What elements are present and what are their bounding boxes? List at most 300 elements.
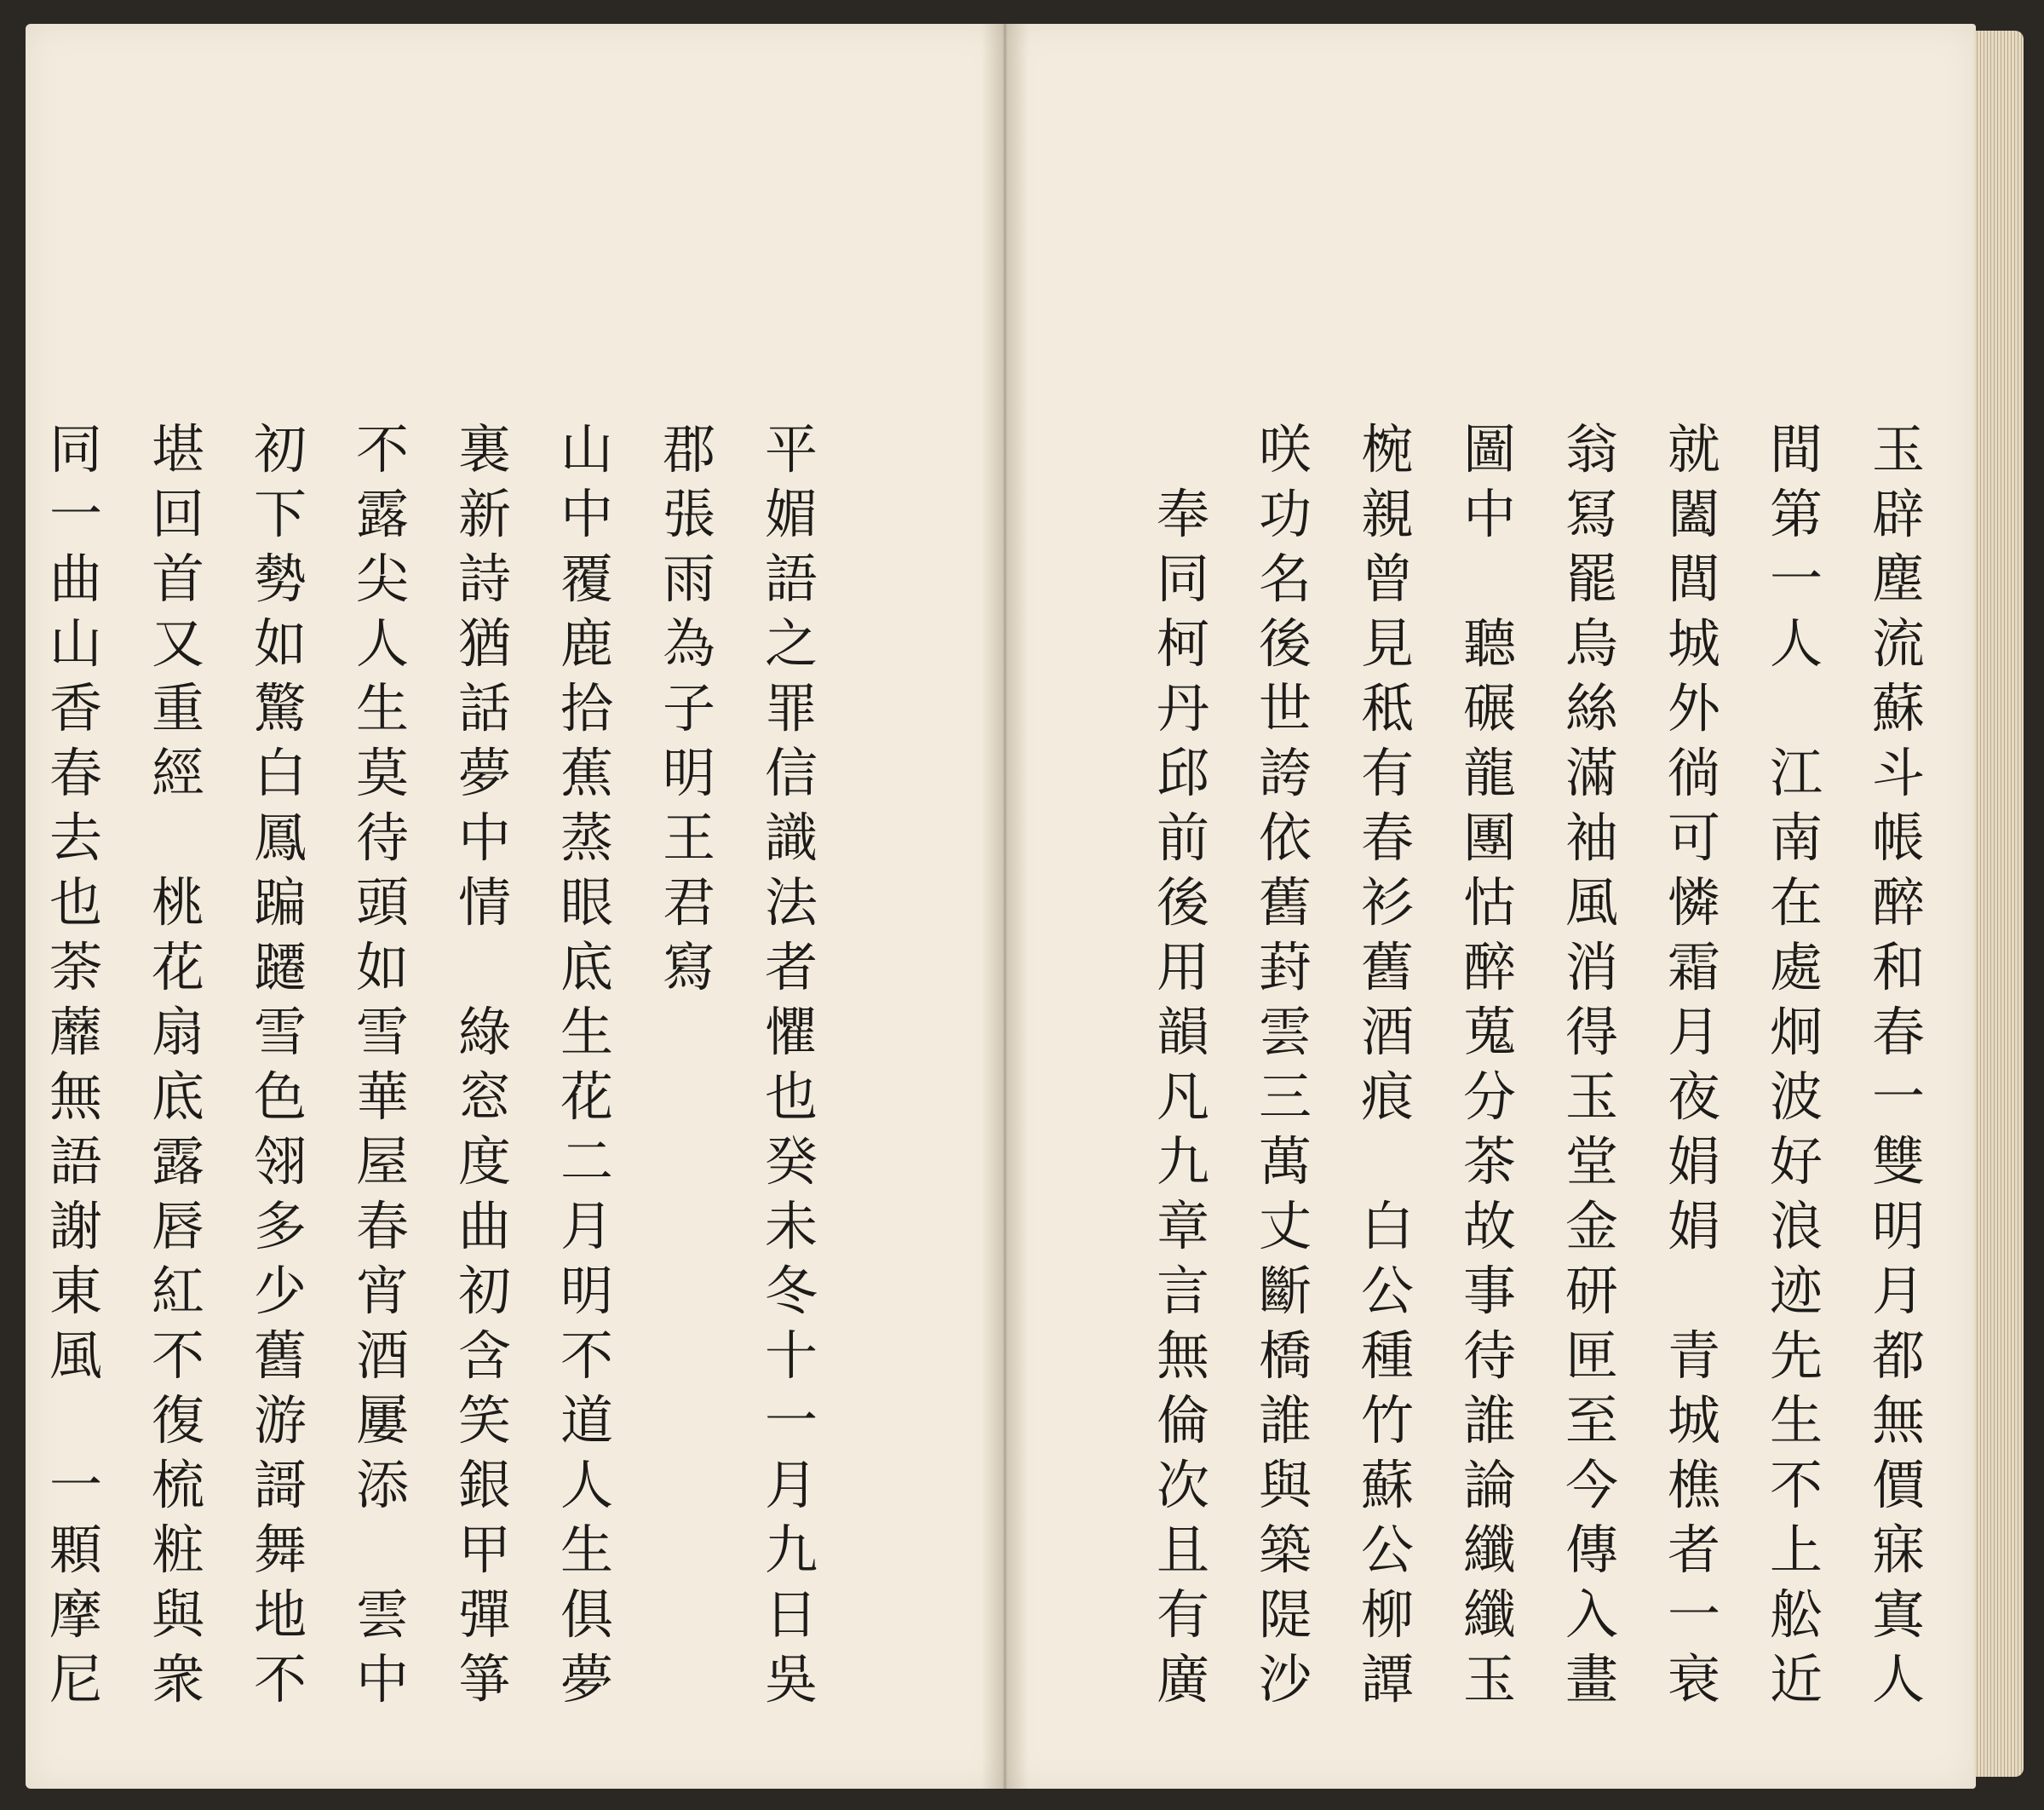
glyph: 子 — [662, 677, 715, 739]
glyph: 隄 — [1258, 1583, 1312, 1646]
glyph: 不 — [151, 1324, 204, 1387]
glyph: 道 — [560, 1389, 613, 1451]
glyph: 南 — [1769, 807, 1823, 869]
glyph: 色 — [253, 1066, 307, 1128]
glyph: 經 — [151, 742, 204, 804]
glyph: 春 — [1871, 1001, 1925, 1063]
glyph: 山 — [560, 418, 613, 480]
glyph: 驚 — [253, 677, 307, 739]
glyph: 者 — [1667, 1519, 1720, 1581]
glyph: 寐 — [1871, 1519, 1925, 1581]
glyph: 謌 — [253, 1454, 307, 1516]
glyph: 之 — [764, 612, 818, 675]
glyph: 覆 — [560, 548, 613, 610]
glyph: 生 — [355, 677, 409, 739]
glyph: 語 — [764, 548, 818, 610]
right-page-column-6 — [1352, 417, 1422, 1712]
right-page-column-2 — [1761, 417, 1831, 1712]
glyph: 城 — [1667, 1389, 1720, 1451]
glyph: 蘼 — [49, 1001, 102, 1063]
glyph: 東 — [49, 1260, 102, 1322]
glyph: 山 — [49, 612, 102, 675]
glyph: 依 — [1258, 807, 1312, 869]
glyph: 銀 — [457, 1454, 511, 1516]
glyph: 媚 — [764, 483, 818, 545]
glyph: 花 — [560, 1066, 613, 1128]
glyph: 名 — [1258, 548, 1312, 610]
glyph: 金 — [1565, 1195, 1618, 1257]
glyph: 躚 — [253, 936, 307, 998]
glyph — [1761, 676, 1831, 741]
glyph: 茶 — [1462, 1130, 1516, 1192]
glyph: 椀 — [1360, 418, 1414, 480]
glyph: 葑 — [1258, 936, 1312, 998]
glyph: 明 — [560, 1260, 613, 1322]
glyph: 春 — [355, 1195, 409, 1257]
glyph: 丈 — [1258, 1195, 1312, 1257]
glyph: 夢 — [457, 742, 511, 804]
glyph: 誰 — [1462, 1389, 1516, 1451]
glyph: 顆 — [49, 1519, 102, 1581]
glyph: 纖 — [1462, 1583, 1516, 1646]
glyph: 分 — [1462, 1066, 1516, 1128]
glyph: 就 — [1667, 418, 1720, 480]
glyph — [1659, 1259, 1729, 1324]
glyph: 玉 — [1565, 1066, 1618, 1128]
glyph: 屋 — [355, 1130, 409, 1192]
glyph: 桃 — [151, 871, 204, 934]
glyph: 三 — [1258, 1066, 1312, 1128]
glyph: 下 — [253, 483, 307, 545]
glyph: 待 — [1462, 1324, 1516, 1387]
glyph: 柳 — [1360, 1583, 1414, 1646]
glyph: 都 — [1871, 1324, 1925, 1387]
glyph: 鳳 — [253, 807, 307, 869]
glyph: 外 — [1667, 677, 1720, 739]
glyph: 痕 — [1360, 1066, 1414, 1128]
glyph: 少 — [253, 1260, 307, 1322]
glyph: 如 — [253, 612, 307, 675]
glyph: 裏 — [457, 418, 511, 480]
glyph: 生 — [560, 1001, 613, 1063]
glyph: 次 — [1156, 1454, 1209, 1516]
glyph: 白 — [253, 742, 307, 804]
glyph: 話 — [457, 677, 511, 739]
glyph: 不 — [253, 1648, 307, 1710]
glyph: 王 — [662, 807, 715, 869]
glyph: 中 — [457, 807, 511, 869]
glyph: 有 — [1156, 1583, 1209, 1646]
glyph: 猶 — [457, 612, 511, 675]
glyph: 花 — [151, 936, 204, 998]
glyph: 至 — [1565, 1389, 1618, 1451]
glyph: 識 — [764, 807, 818, 869]
glyph: 華 — [355, 1066, 409, 1128]
glyph: 露 — [355, 483, 409, 545]
glyph: 尼 — [49, 1648, 102, 1710]
glyph: 塵 — [1871, 548, 1925, 610]
glyph: 唇 — [151, 1195, 204, 1257]
glyph: 游 — [253, 1389, 307, 1451]
glyph: 未 — [764, 1195, 818, 1257]
glyph: 徜 — [1667, 742, 1720, 804]
glyph: 二 — [560, 1130, 613, 1192]
glyph: 月 — [560, 1195, 613, 1257]
glyph: 宵 — [355, 1260, 409, 1322]
glyph: 中 — [1462, 483, 1516, 545]
glyph: 舞 — [253, 1519, 307, 1581]
glyph: 無 — [49, 1066, 102, 1128]
glyph: 廣 — [1156, 1648, 1209, 1710]
left-page-column-5 — [347, 417, 417, 1712]
glyph: 添 — [355, 1454, 409, 1516]
glyph: 青 — [1667, 1324, 1720, 1387]
glyph: 可 — [1667, 807, 1720, 869]
glyph: 夢 — [560, 1648, 613, 1710]
glyph: 白 — [1360, 1195, 1414, 1257]
glyph: 有 — [1360, 742, 1414, 804]
glyph: 又 — [151, 612, 204, 675]
glyph: 碾 — [1462, 677, 1516, 739]
glyph: 曲 — [49, 548, 102, 610]
glyph: 人 — [560, 1454, 613, 1516]
glyph: 頭 — [355, 871, 409, 934]
glyph: 今 — [1565, 1454, 1618, 1516]
glyph: 初 — [253, 418, 307, 480]
glyph: 和 — [1871, 936, 1925, 998]
glyph: 蘇 — [1871, 677, 1925, 739]
glyph: 價 — [1871, 1454, 1925, 1516]
glyph: 尖 — [355, 548, 409, 610]
glyph: 癸 — [764, 1130, 818, 1192]
glyph: 法 — [764, 871, 818, 934]
glyph: 畫 — [1565, 1648, 1618, 1710]
glyph: 倫 — [1156, 1389, 1209, 1451]
glyph: 故 — [1462, 1195, 1516, 1257]
left-page-column-4 — [450, 417, 520, 1712]
glyph — [450, 935, 520, 1000]
glyph: 樵 — [1667, 1454, 1720, 1516]
glyph: 醉 — [1462, 936, 1516, 998]
glyph: 且 — [1156, 1519, 1209, 1581]
glyph: 九 — [1156, 1130, 1209, 1192]
left-page-column-2 — [654, 417, 724, 1000]
glyph: 語 — [49, 1130, 102, 1192]
glyph: 橋 — [1258, 1324, 1312, 1387]
glyph: 明 — [1871, 1195, 1925, 1257]
right-page-column-7 — [1250, 417, 1320, 1712]
left-page-column-7 — [143, 417, 213, 1712]
glyph: 笑 — [457, 1389, 511, 1451]
glyph: 得 — [1565, 1001, 1618, 1063]
glyph: 堪 — [151, 418, 204, 480]
glyph: 紅 — [151, 1260, 204, 1322]
glyph: 露 — [151, 1130, 204, 1192]
glyph: 在 — [1769, 871, 1823, 934]
glyph: 好 — [1769, 1130, 1823, 1192]
glyph: 邱 — [1156, 742, 1209, 804]
glyph: 研 — [1565, 1260, 1618, 1322]
glyph: 傳 — [1565, 1519, 1618, 1581]
glyph: 去 — [49, 807, 102, 869]
glyph: 一 — [764, 1389, 818, 1451]
glyph: 與 — [151, 1583, 204, 1646]
glyph: 誇 — [1258, 742, 1312, 804]
glyph: 浪 — [1769, 1195, 1823, 1257]
glyph: 柯 — [1156, 612, 1209, 675]
right-page-column-8 — [1148, 482, 1218, 1712]
glyph: 衰 — [1667, 1648, 1720, 1710]
glyph: 明 — [662, 742, 715, 804]
glyph: 郡 — [662, 418, 715, 480]
glyph: 月 — [764, 1454, 818, 1516]
glyph: 一 — [1769, 548, 1823, 610]
glyph: 種 — [1360, 1324, 1414, 1387]
glyph: 龍 — [1462, 742, 1516, 804]
glyph: 玉 — [1462, 1648, 1516, 1710]
glyph: 待 — [355, 807, 409, 869]
book-gutter — [981, 24, 1029, 1789]
glyph: 甲 — [457, 1519, 511, 1581]
glyph: 也 — [764, 1066, 818, 1128]
glyph: 翁 — [1565, 418, 1618, 480]
glyph: 闔 — [1667, 483, 1720, 545]
glyph: 蘇 — [1360, 1454, 1414, 1516]
glyph: 人 — [355, 612, 409, 675]
glyph: 竹 — [1360, 1389, 1414, 1451]
glyph: 袖 — [1565, 807, 1618, 869]
glyph: 粧 — [151, 1519, 204, 1581]
glyph: 月 — [1871, 1260, 1925, 1322]
glyph: 舊 — [1258, 871, 1312, 934]
glyph: 帳 — [1871, 807, 1925, 869]
glyph: 世 — [1258, 677, 1312, 739]
glyph: 鹿 — [560, 612, 613, 675]
glyph: 多 — [253, 1195, 307, 1257]
glyph: 第 — [1769, 483, 1823, 545]
glyph: 辟 — [1871, 483, 1925, 545]
glyph: 初 — [457, 1260, 511, 1322]
glyph: 中 — [560, 483, 613, 545]
glyph: 也 — [49, 871, 102, 934]
glyph: 罷 — [1565, 548, 1618, 610]
glyph: 誰 — [1258, 1389, 1312, 1451]
glyph: 如 — [355, 936, 409, 998]
glyph: 荼 — [49, 936, 102, 998]
glyph: 衫 — [1360, 871, 1414, 934]
glyph: 怙 — [1462, 871, 1516, 934]
glyph: 窓 — [457, 1066, 511, 1128]
glyph: 地 — [253, 1583, 307, 1646]
glyph: 一 — [1667, 1583, 1720, 1646]
glyph: 烏 — [1565, 612, 1618, 675]
glyph: 張 — [662, 483, 715, 545]
glyph: 為 — [662, 612, 715, 675]
glyph: 拾 — [560, 677, 613, 739]
glyph — [41, 1388, 111, 1453]
glyph: 與 — [1258, 1454, 1312, 1516]
glyph: 月 — [1667, 1001, 1720, 1063]
glyph: 無 — [1156, 1324, 1209, 1387]
glyph: 摩 — [49, 1583, 102, 1646]
glyph: 十 — [764, 1324, 818, 1387]
glyph: 春 — [1360, 807, 1414, 869]
glyph: 平 — [764, 418, 818, 480]
page-edges — [1974, 31, 2024, 1777]
glyph: 生 — [1769, 1389, 1823, 1451]
glyph — [1352, 1129, 1422, 1194]
left-page-column-3 — [552, 417, 622, 1712]
glyph — [143, 806, 213, 871]
glyph: 舊 — [1360, 936, 1414, 998]
glyph: 寘 — [1871, 1583, 1925, 1646]
right-page-column-4 — [1557, 417, 1627, 1712]
glyph: 纖 — [1462, 1519, 1516, 1581]
glyph: 勢 — [253, 548, 307, 610]
glyph: 處 — [1769, 936, 1823, 998]
glyph: 咲 — [1258, 418, 1312, 480]
glyph: 閭 — [1667, 548, 1720, 610]
glyph: 吳 — [764, 1648, 818, 1710]
glyph: 中 — [355, 1648, 409, 1710]
glyph: 譚 — [1360, 1648, 1414, 1710]
glyph: 丹 — [1156, 677, 1209, 739]
glyph: 斷 — [1258, 1260, 1312, 1322]
glyph: 事 — [1462, 1260, 1516, 1322]
glyph: 衆 — [151, 1648, 204, 1710]
glyph: 流 — [1871, 612, 1925, 675]
glyph: 前 — [1156, 807, 1209, 869]
glyph: 築 — [1258, 1519, 1312, 1581]
glyph: 後 — [1258, 612, 1312, 675]
glyph: 莫 — [355, 742, 409, 804]
glyph: 回 — [151, 483, 204, 545]
right-page-column-5 — [1455, 417, 1524, 1712]
glyph: 同 — [1156, 548, 1209, 610]
glyph: 風 — [1565, 871, 1618, 934]
glyph: 娟 — [1667, 1130, 1720, 1192]
glyph: 無 — [1871, 1389, 1925, 1451]
glyph: 雪 — [355, 1001, 409, 1063]
glyph: 君 — [662, 871, 715, 934]
glyph: 先 — [1769, 1324, 1823, 1387]
glyph: 生 — [560, 1519, 613, 1581]
glyph: 酒 — [355, 1324, 409, 1387]
glyph: 首 — [151, 548, 204, 610]
glyph: 入 — [1565, 1583, 1618, 1646]
glyph: 沙 — [1258, 1648, 1312, 1710]
glyph: 謝 — [49, 1195, 102, 1257]
glyph: 不 — [560, 1324, 613, 1387]
glyph: 雲 — [1258, 1001, 1312, 1063]
glyph — [1455, 547, 1524, 612]
glyph: 綠 — [457, 1001, 511, 1063]
glyph: 消 — [1565, 936, 1618, 998]
glyph: 蹁 — [253, 871, 307, 934]
glyph: 波 — [1769, 1066, 1823, 1128]
glyph: 霜 — [1667, 936, 1720, 998]
glyph: 春 — [49, 742, 102, 804]
glyph: 章 — [1156, 1195, 1209, 1257]
glyph: 底 — [560, 936, 613, 998]
glyph: 玉 — [1871, 418, 1925, 480]
glyph: 度 — [457, 1130, 511, 1192]
glyph: 屢 — [355, 1389, 409, 1451]
glyph: 一 — [49, 483, 102, 545]
glyph: 後 — [1156, 871, 1209, 934]
glyph: 復 — [151, 1389, 204, 1451]
glyph: 懼 — [764, 1001, 818, 1063]
glyph: 舩 — [1769, 1583, 1823, 1646]
glyph: 團 — [1462, 807, 1516, 869]
glyph: 曲 — [457, 1195, 511, 1257]
glyph: 雙 — [1871, 1130, 1925, 1192]
glyph: 公 — [1360, 1519, 1414, 1581]
glyph: 功 — [1258, 483, 1312, 545]
glyph: 蕉 — [560, 742, 613, 804]
glyph: 信 — [764, 742, 818, 804]
glyph: 聽 — [1462, 612, 1516, 675]
right-page-column-1 — [1863, 417, 1933, 1712]
glyph: 日 — [764, 1583, 818, 1646]
glyph: 近 — [1769, 1648, 1823, 1710]
glyph: 新 — [457, 483, 511, 545]
glyph: 用 — [1156, 936, 1209, 998]
glyph: 雪 — [253, 1001, 307, 1063]
left-page-column-8 — [41, 417, 111, 1712]
glyph: 酒 — [1360, 1001, 1414, 1063]
glyph: 梳 — [151, 1454, 204, 1516]
glyph: 親 — [1360, 483, 1414, 545]
glyph: 韻 — [1156, 1001, 1209, 1063]
glyph: 公 — [1360, 1260, 1414, 1322]
glyph: 冩 — [1565, 483, 1618, 545]
glyph: 九 — [764, 1519, 818, 1581]
glyph: 論 — [1462, 1454, 1516, 1516]
glyph: 罪 — [764, 677, 818, 739]
glyph: 娟 — [1667, 1195, 1720, 1257]
glyph: 言 — [1156, 1260, 1209, 1322]
glyph: 不 — [355, 418, 409, 480]
glyph: 一 — [49, 1454, 102, 1516]
glyph — [347, 1518, 417, 1583]
glyph: 眼 — [560, 871, 613, 934]
glyph: 憐 — [1667, 871, 1720, 934]
left-page-column-1 — [756, 417, 826, 1712]
glyph: 香 — [49, 677, 102, 739]
glyph: 凡 — [1156, 1066, 1209, 1128]
glyph: 雨 — [662, 548, 715, 610]
glyph: 情 — [457, 871, 511, 934]
glyph: 彈 — [457, 1583, 511, 1646]
glyph: 底 — [151, 1066, 204, 1128]
glyph: 秪 — [1360, 677, 1414, 739]
glyph: 風 — [49, 1324, 102, 1387]
glyph: 俱 — [560, 1583, 613, 1646]
glyph: 者 — [764, 936, 818, 998]
glyph: 絲 — [1565, 677, 1618, 739]
glyph: 匣 — [1565, 1324, 1618, 1387]
glyph: 含 — [457, 1324, 511, 1387]
glyph: 箏 — [457, 1648, 511, 1710]
glyph: 同 — [49, 418, 102, 480]
glyph: 人 — [1769, 612, 1823, 675]
glyph: 斗 — [1871, 742, 1925, 804]
glyph: 曾 — [1360, 548, 1414, 610]
glyph: 滿 — [1565, 742, 1618, 804]
glyph: 圖 — [1462, 418, 1516, 480]
glyph: 間 — [1769, 418, 1823, 480]
